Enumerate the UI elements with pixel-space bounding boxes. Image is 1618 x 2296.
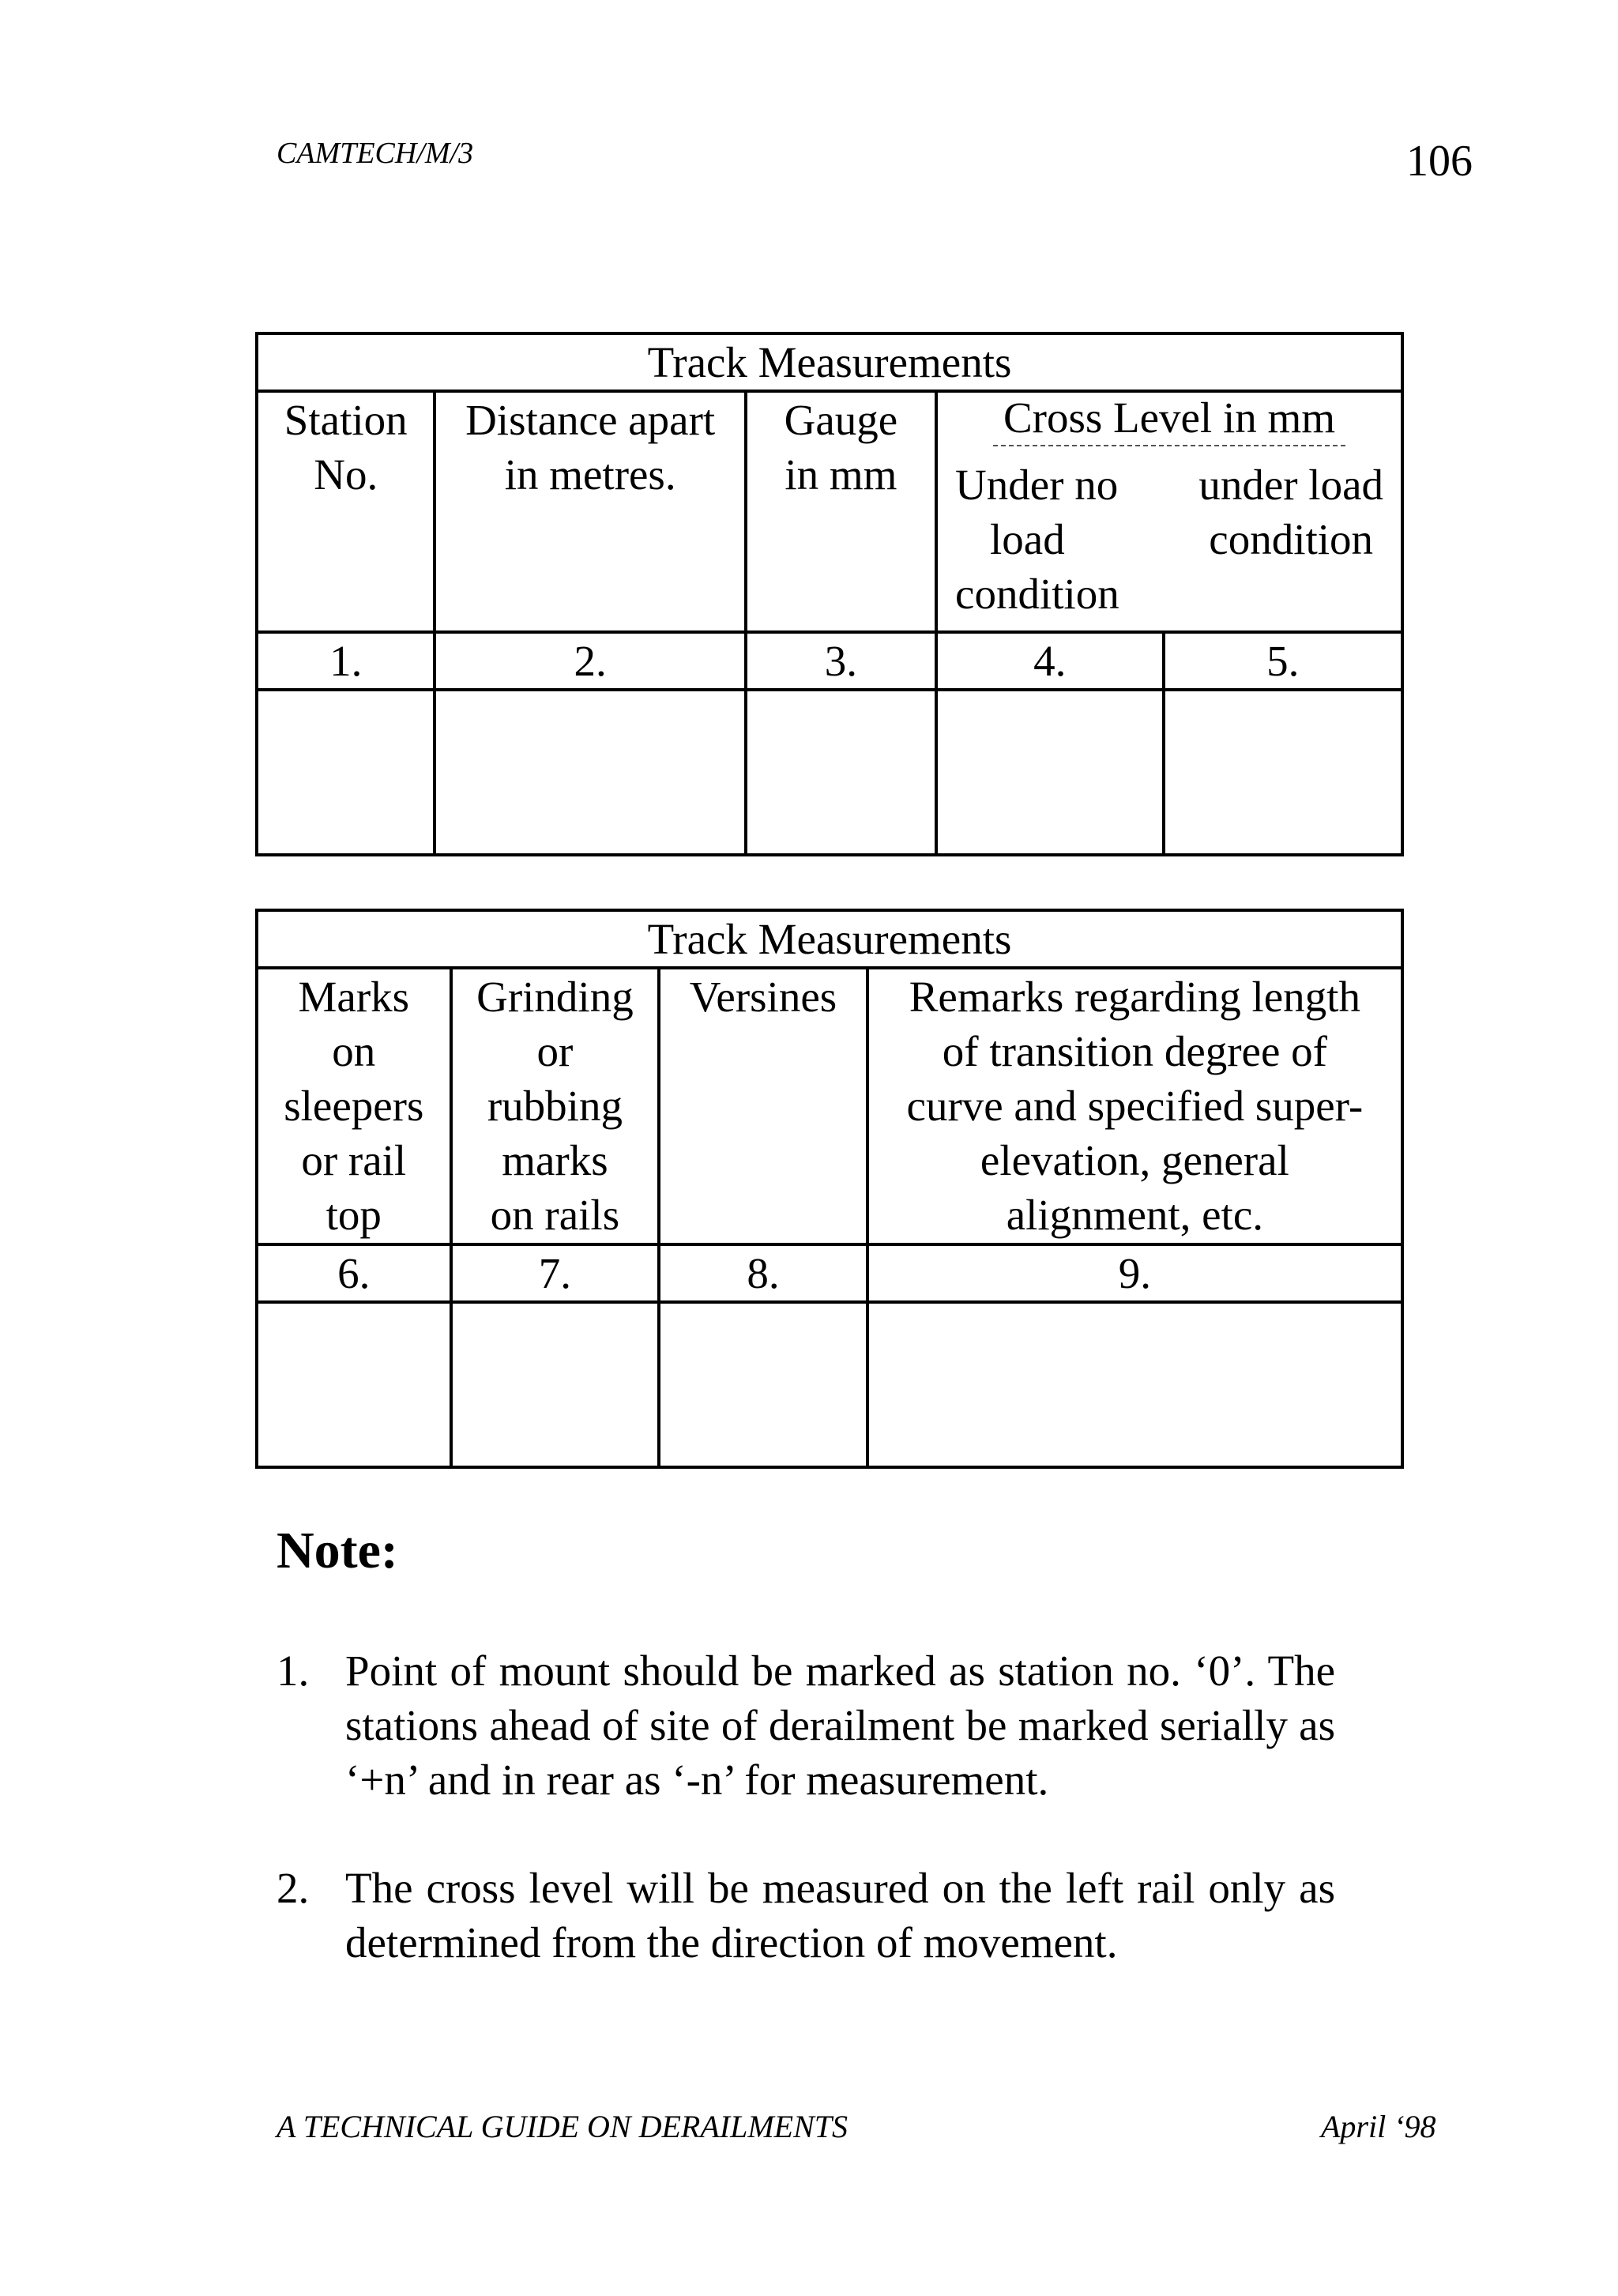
blank-cell — [746, 690, 936, 855]
page-number: 106 — [1406, 137, 1473, 186]
header-marks-on-sleepers: Marks on sleepers or rail top — [257, 968, 451, 1244]
track-measurements-table-2 — [255, 909, 1404, 1469]
blank-cell — [867, 1302, 1402, 1467]
column-number: 2. — [435, 632, 745, 690]
blank-cell — [257, 1302, 451, 1467]
note-heading: Note: — [277, 1522, 398, 1579]
track-measurements-table-1 — [255, 332, 1404, 856]
footer-date: April ‘98 — [1321, 2109, 1436, 2144]
note-item-text: The cross level will be measured on the left rail only as determined from the direction of movement. — [345, 1864, 1335, 1967]
table-title: Track Measurements — [257, 910, 1402, 968]
header-no-load-condition: Under no load condition — [955, 461, 1119, 618]
footer-title: A TECHNICAL GUIDE ON DERAILMENTS — [277, 2109, 849, 2144]
header-station-no: Station No. — [257, 391, 435, 632]
blank-cell — [1164, 690, 1402, 855]
column-number: 8. — [659, 1244, 867, 1302]
blank-cell — [435, 690, 745, 855]
header-gauge: Gauge in mm — [746, 391, 936, 632]
note-item-number: 1. — [277, 1647, 310, 1695]
column-number: 3. — [746, 632, 936, 690]
column-number: 7. — [451, 1244, 660, 1302]
document-code: CAMTECH/M/3 — [277, 137, 474, 170]
header-cross-level — [936, 391, 1402, 632]
note-item — [277, 1643, 1335, 1807]
blank-cell — [257, 690, 435, 855]
table-title: Track Measurements — [257, 333, 1402, 391]
header-versines: Versines — [659, 968, 867, 1244]
header-remarks: Remarks regarding length of transition degree of curve and specified super- elevation, general alignment, etc. — [867, 968, 1402, 1244]
note-item-text: Point of mount should be marked as station no. ‘0’. The stations ahead of site of derailment be marked serially as ‘+n’ and in rear as ‘-n’ for measurement. — [345, 1647, 1335, 1804]
column-number: 4. — [936, 632, 1163, 690]
column-number: 6. — [257, 1244, 451, 1302]
cross-level-heading: Cross Level in mm — [993, 393, 1345, 446]
note-item — [277, 1861, 1335, 1970]
header-distance-apart: Distance apart in metres. — [435, 391, 745, 632]
column-number: 9. — [867, 1244, 1402, 1302]
blank-cell — [659, 1302, 867, 1467]
column-number: 1. — [257, 632, 435, 690]
header-under-load-condition: under load condition — [1198, 461, 1383, 563]
column-number: 5. — [1164, 632, 1402, 690]
note-item-number: 2. — [277, 1864, 310, 1912]
blank-cell — [451, 1302, 660, 1467]
blank-cell — [936, 690, 1163, 855]
header-grinding-marks: Grinding or rubbing marks on rails — [451, 968, 660, 1244]
